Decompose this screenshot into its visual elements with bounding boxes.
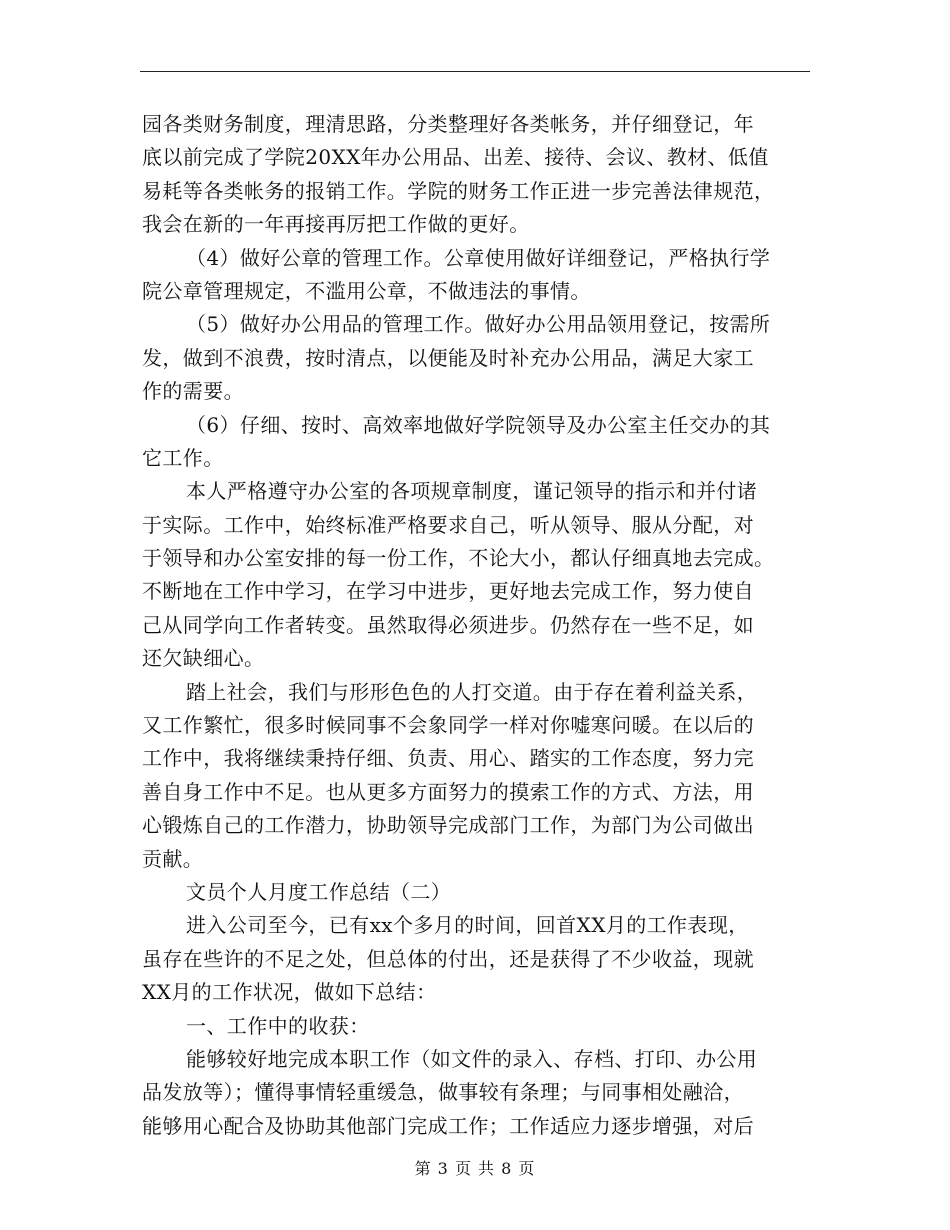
paragraph-first-line: 能够较好地完成本职工作（如文件的录入、存档、打印、办公用 bbox=[186, 1046, 758, 1071]
paragraph-line: 发，做到不浪费，按时清点，以便能及时补充办公用品，满足大家工 bbox=[142, 345, 754, 370]
page-footer: 第 3 页 共 8 页 bbox=[414, 1159, 536, 1178]
paragraph-line: 品发放等）；懂得事情轻重缓急，做事较有条理；与同事相处融洽， bbox=[142, 1080, 744, 1105]
paragraph-first-line: 本人严格遵守办公室的各项规章制度，谨记领导的指示和并付诸 bbox=[186, 479, 758, 504]
header-rule bbox=[140, 71, 810, 72]
paragraph-line: 能够用心配合及协助其他部门完成工作；工作适应力逐步增强，对后 bbox=[142, 1113, 754, 1138]
paragraph-line: 我会在新的一年再接再厉把工作做的更好。 bbox=[142, 212, 530, 237]
paragraph-line: 心锻炼自己的工作潜力，协助领导完成部门工作，为部门为公司做出 bbox=[142, 813, 754, 838]
paragraph-line: 于领导和办公室安排的每一份工作，不论大小，都认仔细真地去完成。 bbox=[142, 546, 775, 571]
paragraph-first-line: 一、工作中的收获： bbox=[186, 1013, 370, 1038]
paragraph-line: 院公章管理规定，不滥用公章，不做违法的事情。 bbox=[142, 278, 591, 303]
paragraph-first-line: 进入公司至今，已有xx个多月的时间，回首XX月的工作表现， bbox=[186, 913, 749, 938]
paragraph-line: 工作中，我将继续秉持仔细、负责、用心、踏实的工作态度，努力完 bbox=[142, 746, 754, 771]
paragraph-line: 园各类财务制度，理清思路，分类整理好各类帐务，并仔细登记，年 bbox=[142, 112, 754, 136]
paragraph-line: 易耗等各类帐务的报销工作。学院的财务工作正进一步完善法律规范， bbox=[142, 178, 775, 203]
paragraph-line: 还欠缺细心。 bbox=[142, 646, 265, 671]
paragraph-line: 不断地在工作中学习，在学习中进步，更好地去完成工作，努力使自 bbox=[142, 579, 754, 604]
paragraph-first-line: 踏上社会，我们与形形色色的人打交道。由于存在着利益关系， bbox=[186, 679, 758, 704]
paragraph-line: XX月的工作状况，做如下总结： bbox=[142, 980, 437, 1005]
paragraph-line: 又工作繁忙，很多时候同事不会象同学一样对你嘘寒问暖。在以后的 bbox=[142, 713, 754, 738]
paragraph-first-line: 文员个人月度工作总结（二） bbox=[186, 879, 452, 904]
document-body bbox=[142, 108, 810, 1143]
paragraph-line: 于实际。工作中，始终标准严格要求自己，听从领导、服从分配，对 bbox=[142, 512, 754, 537]
paragraph-line: 它工作。 bbox=[142, 445, 224, 470]
paragraph-line: 己从同学向工作者转变。虽然取得必须进步。仍然存在一些不足，如 bbox=[142, 612, 754, 637]
paragraph-line: 虽存在些许的不足之处，但总体的付出，还是获得了不少收益，现就 bbox=[142, 946, 754, 971]
paragraph-line: 贡献。 bbox=[142, 846, 204, 871]
paragraph-line: 善自身工作中不足。也从更多方面努力的摸索工作的方式、方法，用 bbox=[142, 779, 754, 804]
paragraph-line: 底以前完成了学院20XX年办公用品、出差、接待、会议、教材、低值 bbox=[142, 145, 769, 170]
paragraph-line: 作的需要。 bbox=[142, 379, 244, 404]
paragraph-first-line: （5）做好办公用品的管理工作。做好办公用品领用登记，按需所 bbox=[186, 312, 771, 337]
paragraph-first-line: （6）仔细、按时、高效率地做好学院领导及办公室主任交办的其 bbox=[186, 412, 771, 437]
paragraph-first-line: （4）做好公章的管理工作。公章使用做好详细登记，严格执行学 bbox=[186, 245, 771, 270]
